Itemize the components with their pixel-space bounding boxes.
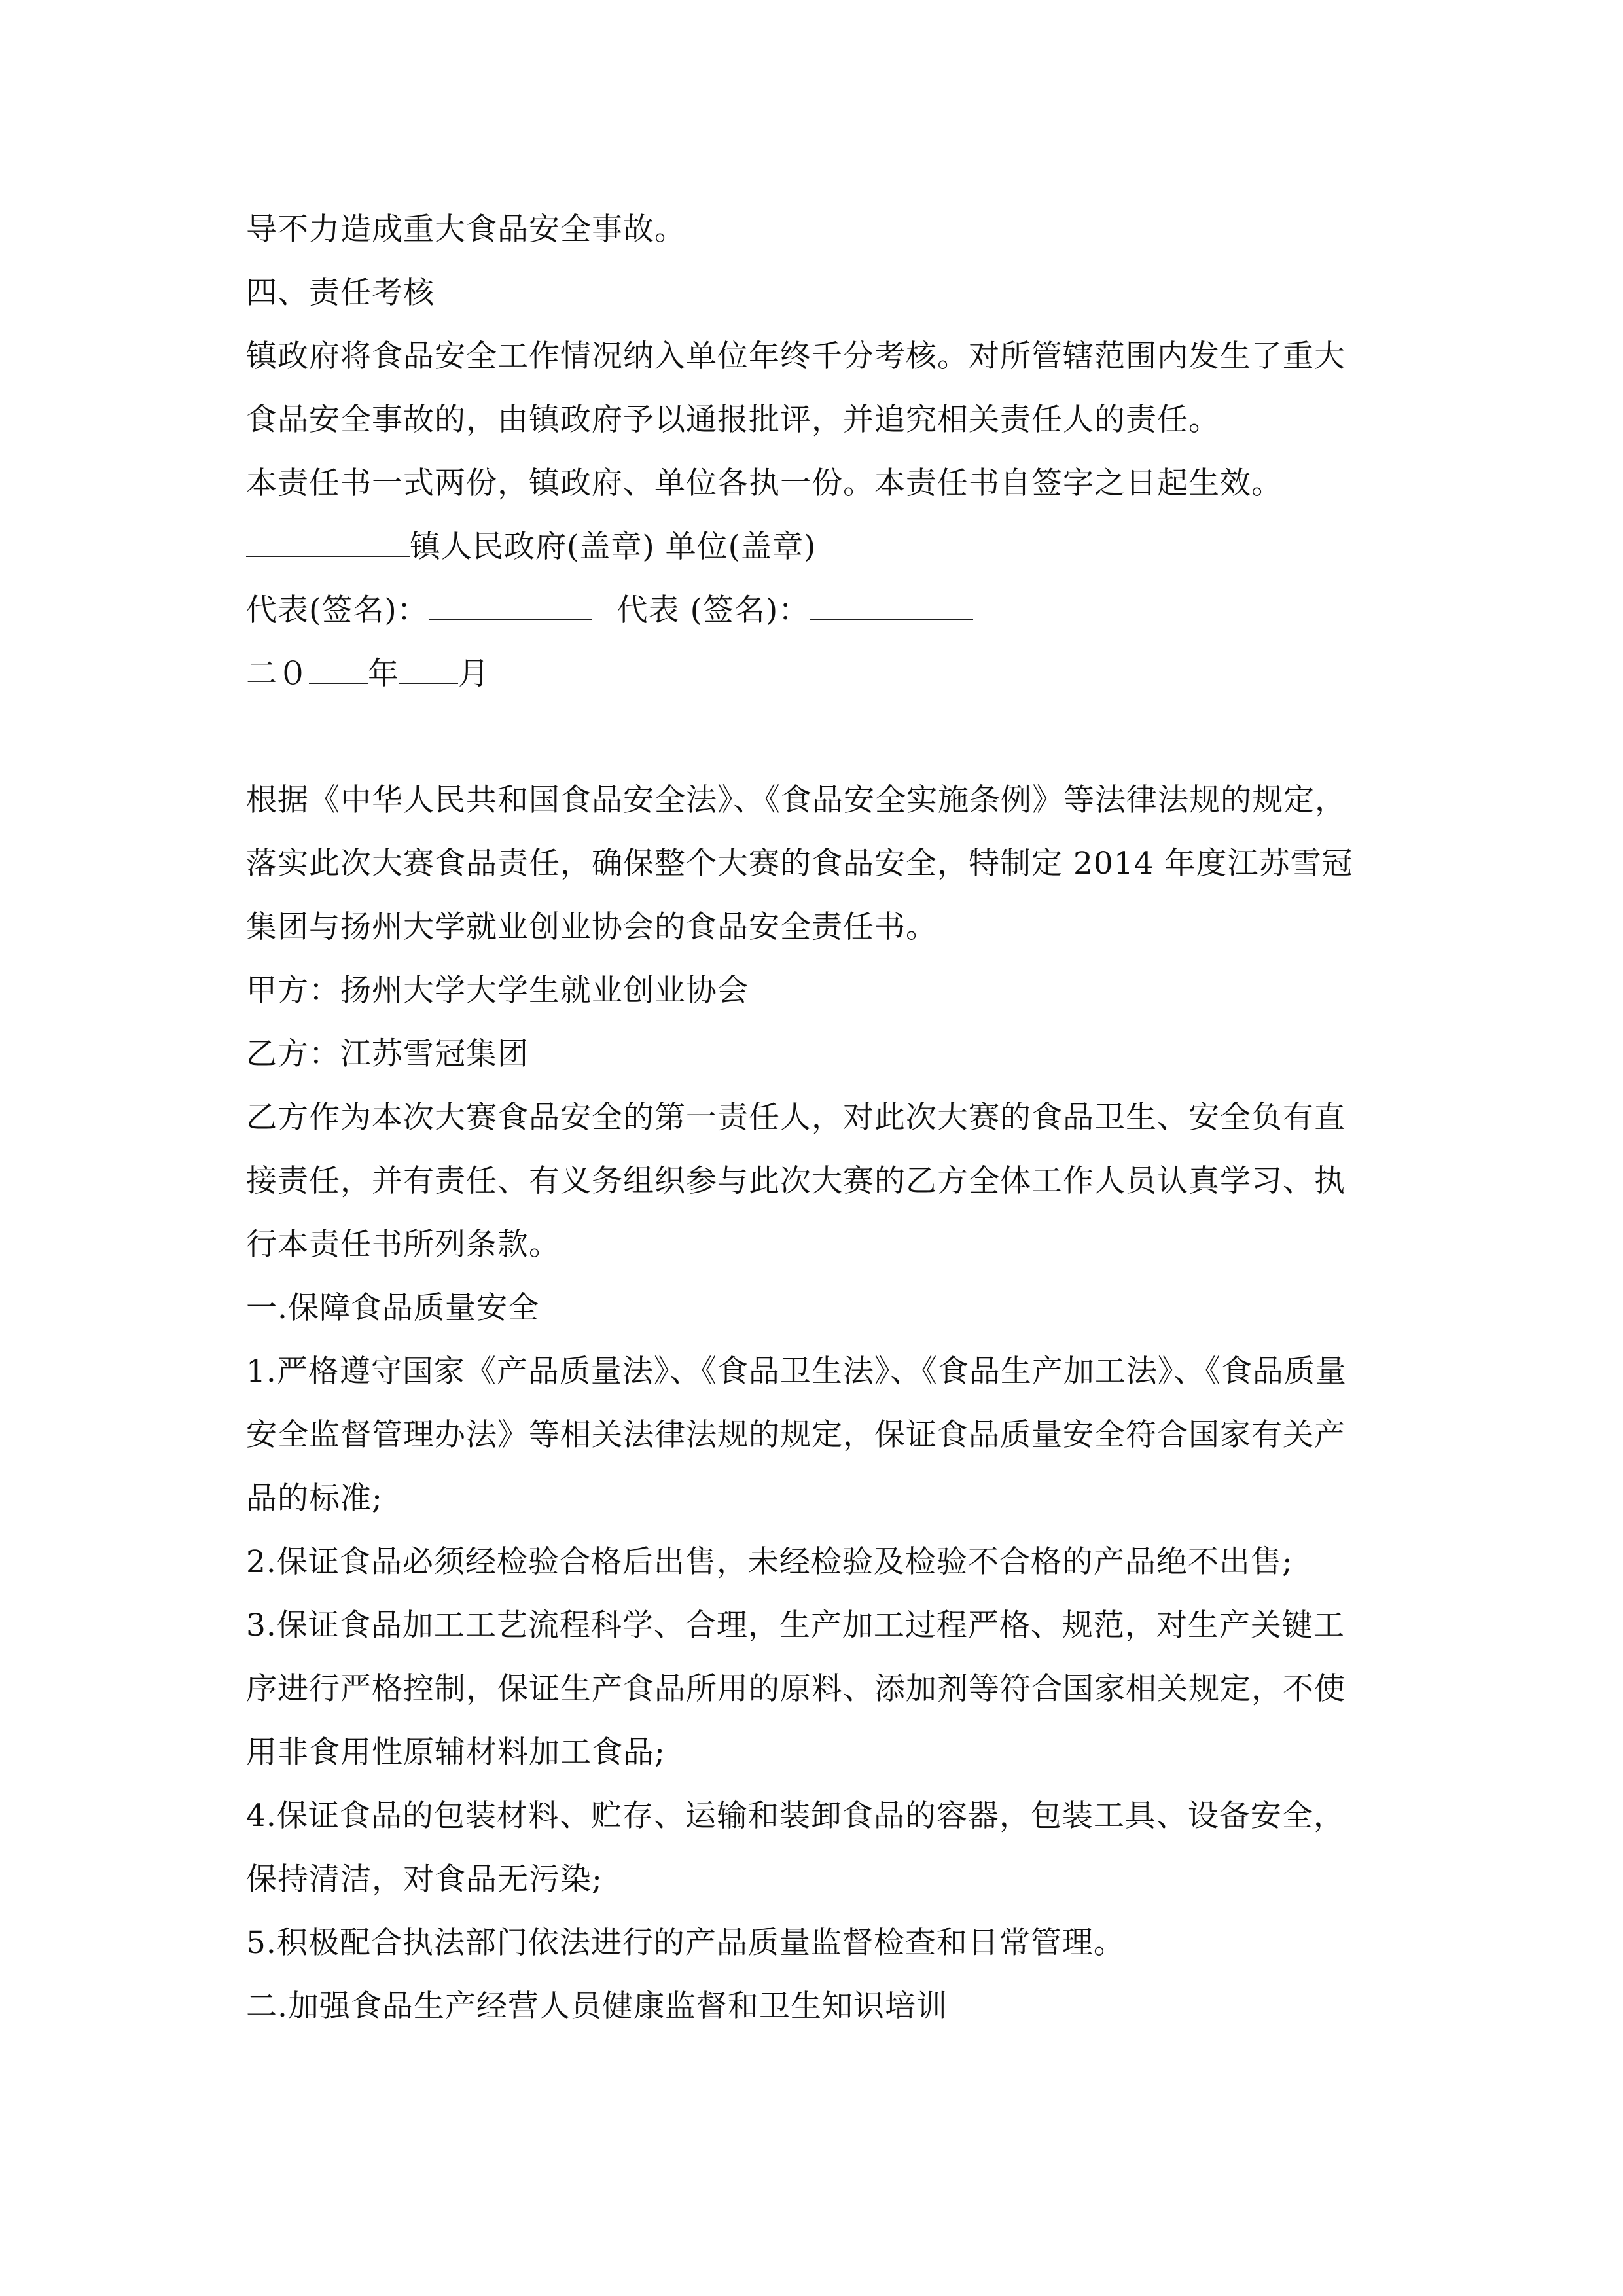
list-item-line: 安全监督管理办法》等相关法律法规的规定，保证食品质量安全符合国家有关产	[246, 1417, 1346, 1453]
date-prefix: 二０	[246, 656, 309, 692]
list-item-line: 2.保证食品必须经检验合格后出售，未经检验及检验不合格的产品绝不出售;	[246, 1544, 1293, 1580]
year-blank	[309, 656, 368, 684]
party-a-line: 甲方：扬州大学大学生就业创业协会	[246, 973, 749, 1009]
signature-blank	[429, 593, 592, 620]
paragraph-line: 行本责任书所列条款。	[246, 1227, 560, 1263]
list-item-line: 4.保证食品的包装材料、贮存、运输和装卸食品的容器，包装工具、设备安全，	[246, 1798, 1345, 1834]
date-year-label: 年	[368, 656, 399, 692]
list-item-line: 3.保证食品加工工艺流程科学、合理，生产加工过程严格、规范，对生产关键工	[246, 1607, 1345, 1643]
month-blank	[399, 656, 458, 684]
paragraph-line: 本责任书一式两份，镇政府、单位各执一份。本责任书自签字之日起生效。	[246, 465, 1283, 501]
paragraph-line: 集团与扬州大学就业创业协会的食品安全责任书。	[246, 909, 937, 945]
seal-line	[246, 528, 816, 567]
list-item-line: 序进行严格控制，保证生产食品所用的原料、添加剂等符合国家相关规定，不使	[246, 1671, 1346, 1707]
representative-label-2: 代表 (签名)：	[616, 592, 810, 628]
paragraph-line: 根据《中华人民共和国食品安全法》、《食品安全实施条例》等法律法规的规定，	[246, 782, 1346, 818]
list-item-line: 5.积极配合执法部门依法进行的产品质量监督检查和日常管理。	[246, 1925, 1125, 1961]
date-line	[246, 655, 490, 694]
paragraph-line: 接责任，并有责任、有义务组织参与此次大赛的乙方全体工作人员认真学习、执	[246, 1163, 1346, 1199]
party-b-line: 乙方：江苏雪冠集团	[246, 1036, 529, 1072]
seal-label: 镇人民政府(盖章) 单位(盖章)	[410, 529, 817, 565]
section-heading: 一.保障食品质量安全	[246, 1290, 539, 1326]
list-item-line: 用非食用性原辅材料加工食品;	[246, 1734, 666, 1770]
representative-line	[246, 591, 973, 630]
paragraph-line: 导不力造成重大食品安全事故。	[246, 211, 686, 247]
list-item-line: 保持清洁，对食品无污染;	[246, 1861, 603, 1897]
paragraph-line: 落实此次大赛食品责任，确保整个大赛的食品安全，特制定 2014 年度江苏雪冠	[246, 846, 1353, 882]
paragraph-line: 镇政府将食品安全工作情况纳入单位年终千分考核。对所管辖范围内发生了重大	[246, 338, 1346, 374]
signature-blank	[246, 529, 410, 557]
date-month-label: 月	[458, 656, 490, 692]
list-item-line: 1.严格遵守国家《产品质量法》、《食品卫生法》、《食品生产加工法》、《食品质量	[246, 1354, 1347, 1390]
section-heading: 二.加强食品生产经营人员健康监督和卫生知识培训	[246, 1988, 948, 2024]
representative-label-1: 代表(签名)：	[246, 592, 429, 628]
paragraph-line: 食品安全事故的，由镇政府予以通报批评，并追究相关责任人的责任。	[246, 402, 1220, 438]
section-heading: 四、责任考核	[246, 275, 435, 311]
list-item-line: 品的标准;	[246, 1480, 383, 1516]
paragraph-line: 乙方作为本次大赛食品安全的第一责任人，对此次大赛的食品卫生、安全负有直	[246, 1100, 1346, 1136]
signature-blank	[810, 593, 973, 620]
